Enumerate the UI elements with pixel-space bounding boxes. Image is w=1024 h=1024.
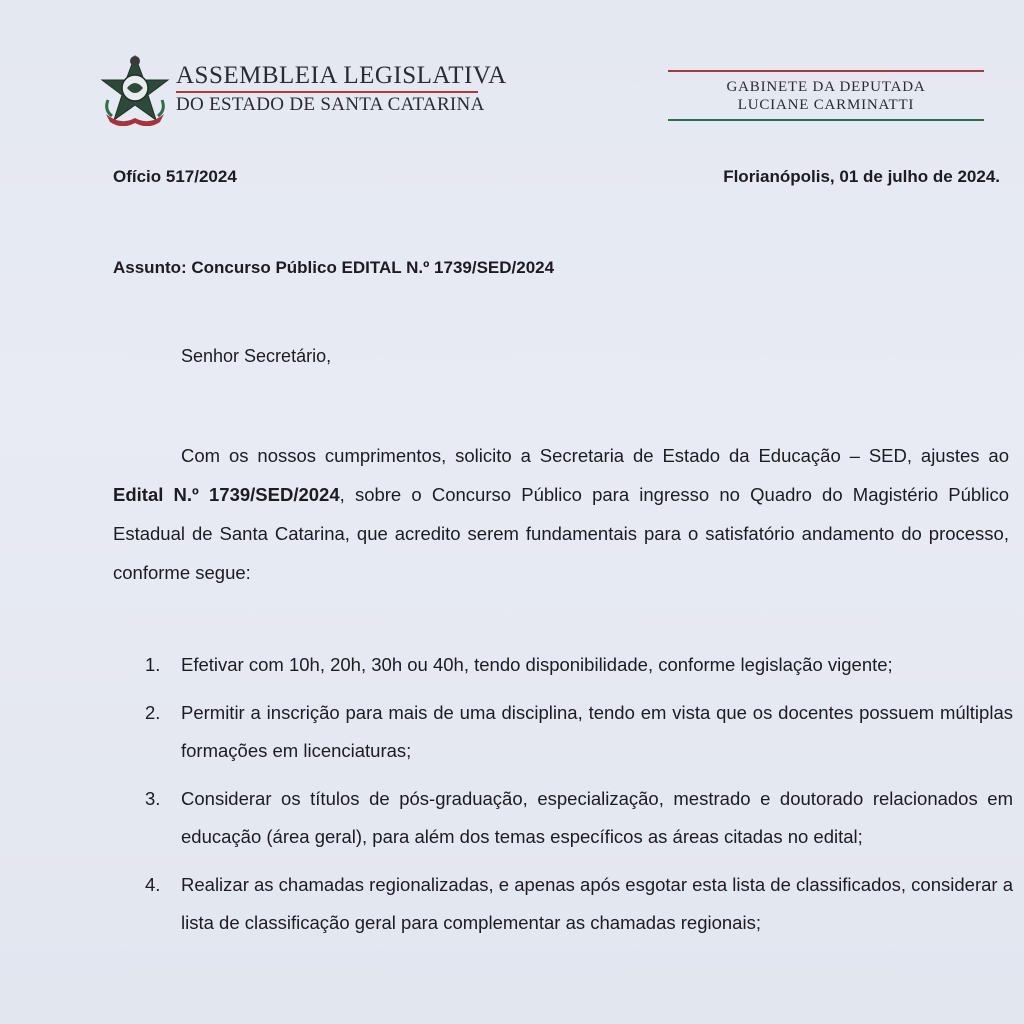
oficio-number: Ofício 517/2024 xyxy=(113,167,237,186)
subject-line: Assunto: Concurso Público EDITAL N.º 1739/SED/2024 xyxy=(113,258,555,277)
list-item-number: 3. xyxy=(145,788,161,809)
list-item-number: 1. xyxy=(145,654,161,675)
list-item-text: Realizar as chamadas regionalizadas, e apenas após esgotar esta lista de classificados, considerar a lista de classificação geral para complementar as chamadas regionais; xyxy=(181,874,1013,933)
list-item xyxy=(145,646,1013,684)
list-item-number: 4. xyxy=(145,874,161,895)
list-item xyxy=(145,780,1013,856)
body-text-part2: , sobre o Concurso Público para ingresso no Quadro do Magistério Público Estadual de Santa Catarina, que acredito serem fundamentais para o satisfatório andamento do processo, conforme segue: xyxy=(113,484,1009,583)
cabinet-deputy-name: LUCIANE CARMINATTI xyxy=(737,97,915,113)
institution-subtitle: DO ESTADO DE SANTA CATARINA xyxy=(176,94,485,115)
state-coat-of-arms-icon xyxy=(100,52,170,126)
salutation: Senhor Secretário, xyxy=(181,346,332,366)
list-item xyxy=(145,694,1013,770)
edital-reference: Edital N.º 1739/SED/2024 xyxy=(113,484,340,505)
list-item-text: Efetivar com 10h, 20h, 30h ou 40h, tendo disponibilidade, conforme legislação vigente; xyxy=(181,654,893,675)
cabinet-bottom-rule xyxy=(668,119,984,121)
requests-list xyxy=(145,646,1013,952)
list-item-text: Permitir a inscrição para mais de uma disciplina, tendo em vista que os docentes possuem múltiplas formações em licenciaturas; xyxy=(181,702,1013,761)
list-item xyxy=(145,866,1013,942)
body-text-part1: Com os nossos cumprimentos, solicito a Secretaria de Estado da Educação – SED, ajustes ao xyxy=(181,445,1009,466)
cabinet-letterhead xyxy=(668,70,984,121)
letterhead-divider xyxy=(176,91,478,93)
institution-name: ASSEMBLEIA LEGISLATIVA xyxy=(176,62,507,89)
institution-letterhead xyxy=(100,52,507,126)
body-paragraph xyxy=(113,436,1009,592)
list-item-text: Considerar os títulos de pós-graduação, especialização, mestrado e doutorado relacionados em educação (área geral), para além dos temas específicos as áreas citadas no edital; xyxy=(181,788,1013,847)
place-date: Florianópolis, 01 de julho de 2024. xyxy=(723,167,1000,186)
cabinet-title: GABINETE DA DEPUTADA xyxy=(726,79,926,95)
list-item-number: 2. xyxy=(145,702,161,723)
